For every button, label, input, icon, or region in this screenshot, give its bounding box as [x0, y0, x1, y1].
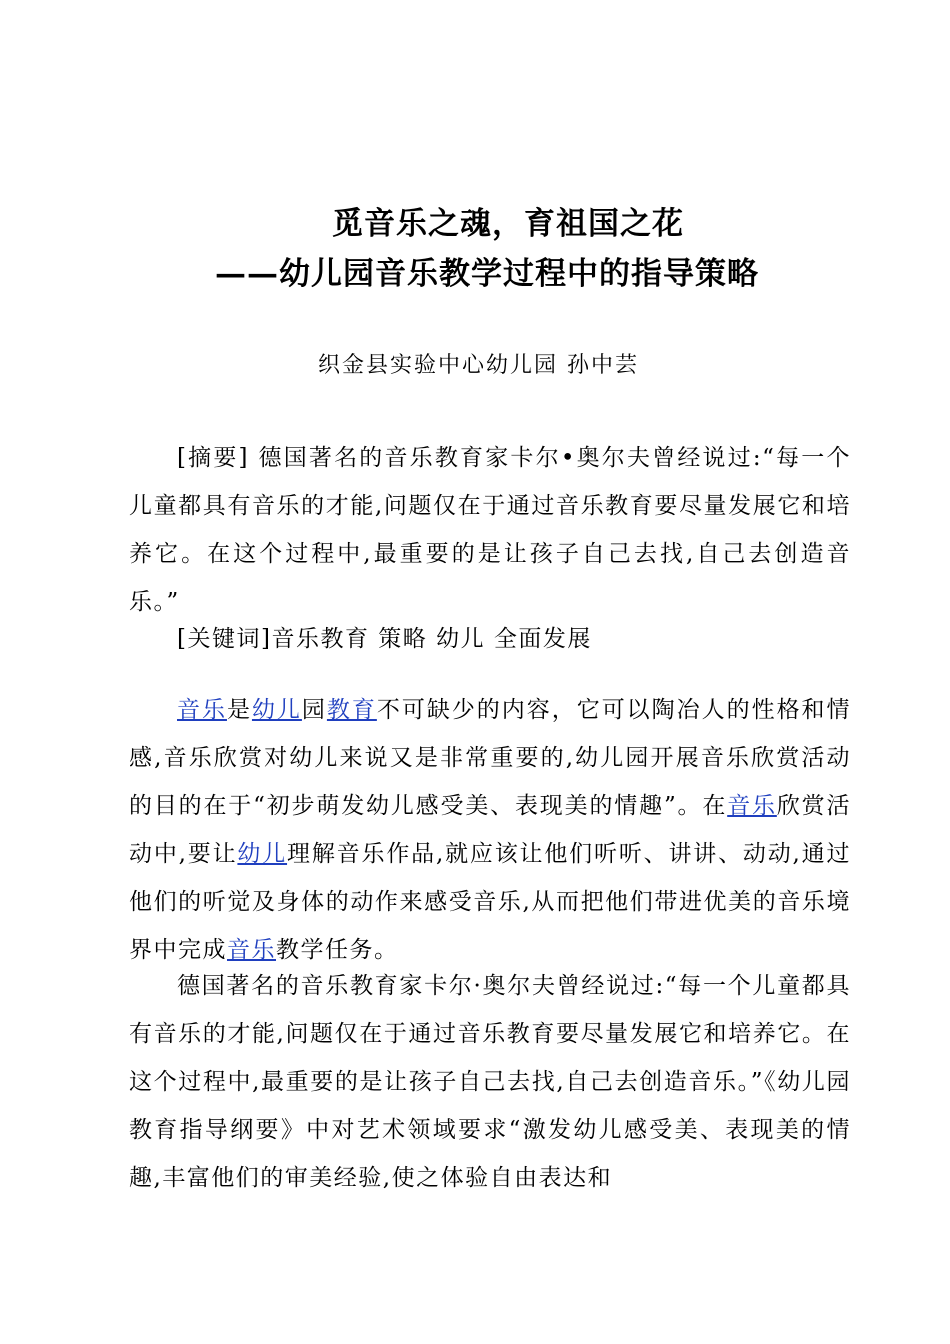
document-subtitle: ——幼儿园音乐教学过程中的指导策略	[215, 256, 759, 292]
document-title: 觅音乐之魂，育祖国之花	[332, 206, 684, 242]
para1-text-2: 园	[301, 697, 327, 723]
para1-text-3: 不可缺少的内容，它可以陶冶人的性格和情感,音乐欣赏对幼儿来说又是非常重要的,幼儿园开展音乐欣赏活动的目的在于“初步萌发幼儿感受美、表现美的情趣”。在	[129, 697, 852, 819]
link-music[interactable]: 音乐	[177, 697, 227, 723]
abstract-paragraph: [摘要] 德国著名的音乐教育家卡尔•奥尔夫曾经说过:“每一个儿童都具有音乐的才能,问题仅在于通过音乐教育要尽量发展它和培养它。在这个过程中,最重要的是让孩子自己去找,自己去创造音乐。”	[129, 445, 851, 615]
body-paragraph-1	[129, 686, 851, 974]
para1-text-6: 教学任务。	[276, 937, 399, 963]
link-education[interactable]: 教育	[326, 697, 377, 723]
link-child-2[interactable]: 幼儿	[237, 841, 288, 867]
keywords-paragraph: [关键词]音乐教育 策略 幼儿 全面发展	[177, 626, 592, 652]
para1-text-5: 理解音乐作品,就应该让他们听听、讲讲、动动,通过他们的听觉及身体的动作来感受音乐,从而把他们带进优美的音乐境界中完成	[129, 841, 852, 963]
para1-text-4: 欣赏活动中,要让	[129, 793, 851, 867]
link-child[interactable]: 幼儿	[251, 697, 302, 723]
link-music-2[interactable]: 音乐	[727, 793, 777, 819]
para1-text-1: 是	[226, 697, 252, 723]
author-line: 织金县实验中心幼儿园 孙中芸	[318, 353, 639, 378]
link-music-3[interactable]: 音乐	[227, 937, 276, 963]
body-paragraph-2: 德国著名的音乐教育家卡尔·奥尔夫曾经说过:“每一个儿童都具有音乐的才能,问题仅在于通过音乐教育要尽量发展它和培养它。在这个过程中,最重要的是让孩子自己去找,自己去创造音乐。”《幼儿园教育指导纲要》中对艺术领域要求“激发幼儿感受美、表现美的情趣,丰富他们的审美经验,使之体验自由表达和	[129, 973, 851, 1191]
